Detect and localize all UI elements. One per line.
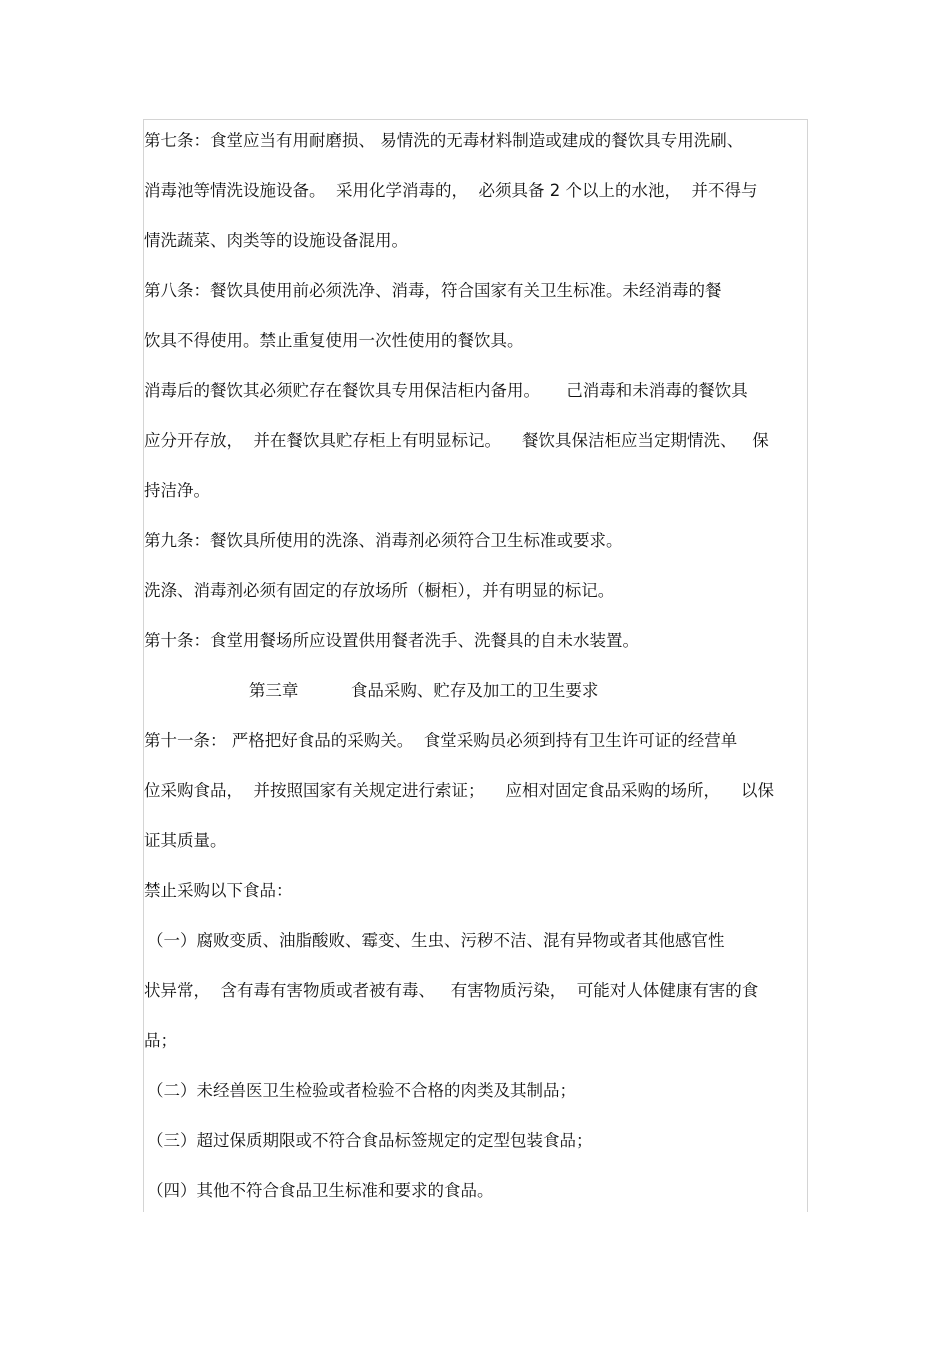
article-8-line-3: 消毒后的餐饮其必须贮存在餐饮具专用保洁柜内备用。 己消毒和未消毒的餐饮具 — [144, 381, 748, 400]
article-11-line-3: 证其质量。 — [144, 831, 227, 850]
prohibited-item-4: （四）其他不符合食品卫生标准和要求的食品。 — [147, 1181, 494, 1200]
page-border-top — [143, 119, 808, 120]
article-9-line-1: 第九条：餐饮具所使用的洗涤、消毒剂必须符合卫生标准或要求。 — [144, 531, 623, 550]
prohibited-item-2: （二）未经兽医卫生检验或者检验不合格的肉类及其制品； — [147, 1081, 576, 1100]
article-7-line-1: 第七条：食堂应当有用耐磨损、 易情洗的无毒材料制造或建成的餐饮具专用洗刷、 — [144, 131, 744, 150]
article-10-line-1: 第十条：食堂用餐场所应设置供用餐者洗手、洗餐具的自未水装置。 — [144, 631, 639, 650]
prohibited-item-1-line-3: 品； — [144, 1031, 177, 1050]
article-11-line-1: 第十一条： 严格把好食品的采购关。 食堂采购员必须到持有卫生许可证的经营单 — [144, 731, 738, 750]
article-7-line-2: 消毒池等情洗设施设备。 采用化学消毒的， 必须具备 2 个以上的水池， 并不得与 — [144, 181, 758, 200]
page-border-right — [807, 119, 808, 1212]
article-8-line-1: 第八条：餐饮具使用前必须洗净、消毒，符合国家有关卫生标准。未经消毒的餐 — [144, 281, 722, 300]
article-11-line-2: 位采购食品， 并按照国家有关规定进行索证； 应相对固定食品采购的场所， 以保 — [144, 781, 774, 800]
prohibited-item-1-line-1: （一）腐败变质、油脂酸败、霉变、生虫、污秽不洁、混有异物或者其他感官性 — [147, 931, 725, 950]
chapter-3-heading: 第三章 食品采购、贮存及加工的卫生要求 — [144, 681, 599, 700]
article-9-line-2: 洗涤、消毒剂必须有固定的存放场所（橱柜），并有明显的标记。 — [144, 581, 615, 600]
prohibited-item-3: （三）超过保质期限或不符合食品标签规定的定型包装食品； — [147, 1131, 593, 1150]
article-8-line-4: 应分开存放， 并在餐饮具贮存柜上有明显标记。 餐饮具保洁柜应当定期情洗、 保 — [144, 431, 769, 450]
article-7-line-3: 情洗蔬菜、肉类等的设施设备混用。 — [144, 231, 408, 250]
article-8-line-2: 饮具不得使用。禁止重复使用一次性使用的餐饮具。 — [144, 331, 524, 350]
prohibited-intro: 禁止采购以下食品： — [144, 881, 293, 900]
prohibited-item-1-line-2: 状异常， 含有毒有害物质或者被有毒、 有害物质污染， 可能对人体健康有害的食 — [144, 981, 759, 1000]
article-8-line-5: 持洁净。 — [144, 481, 210, 500]
